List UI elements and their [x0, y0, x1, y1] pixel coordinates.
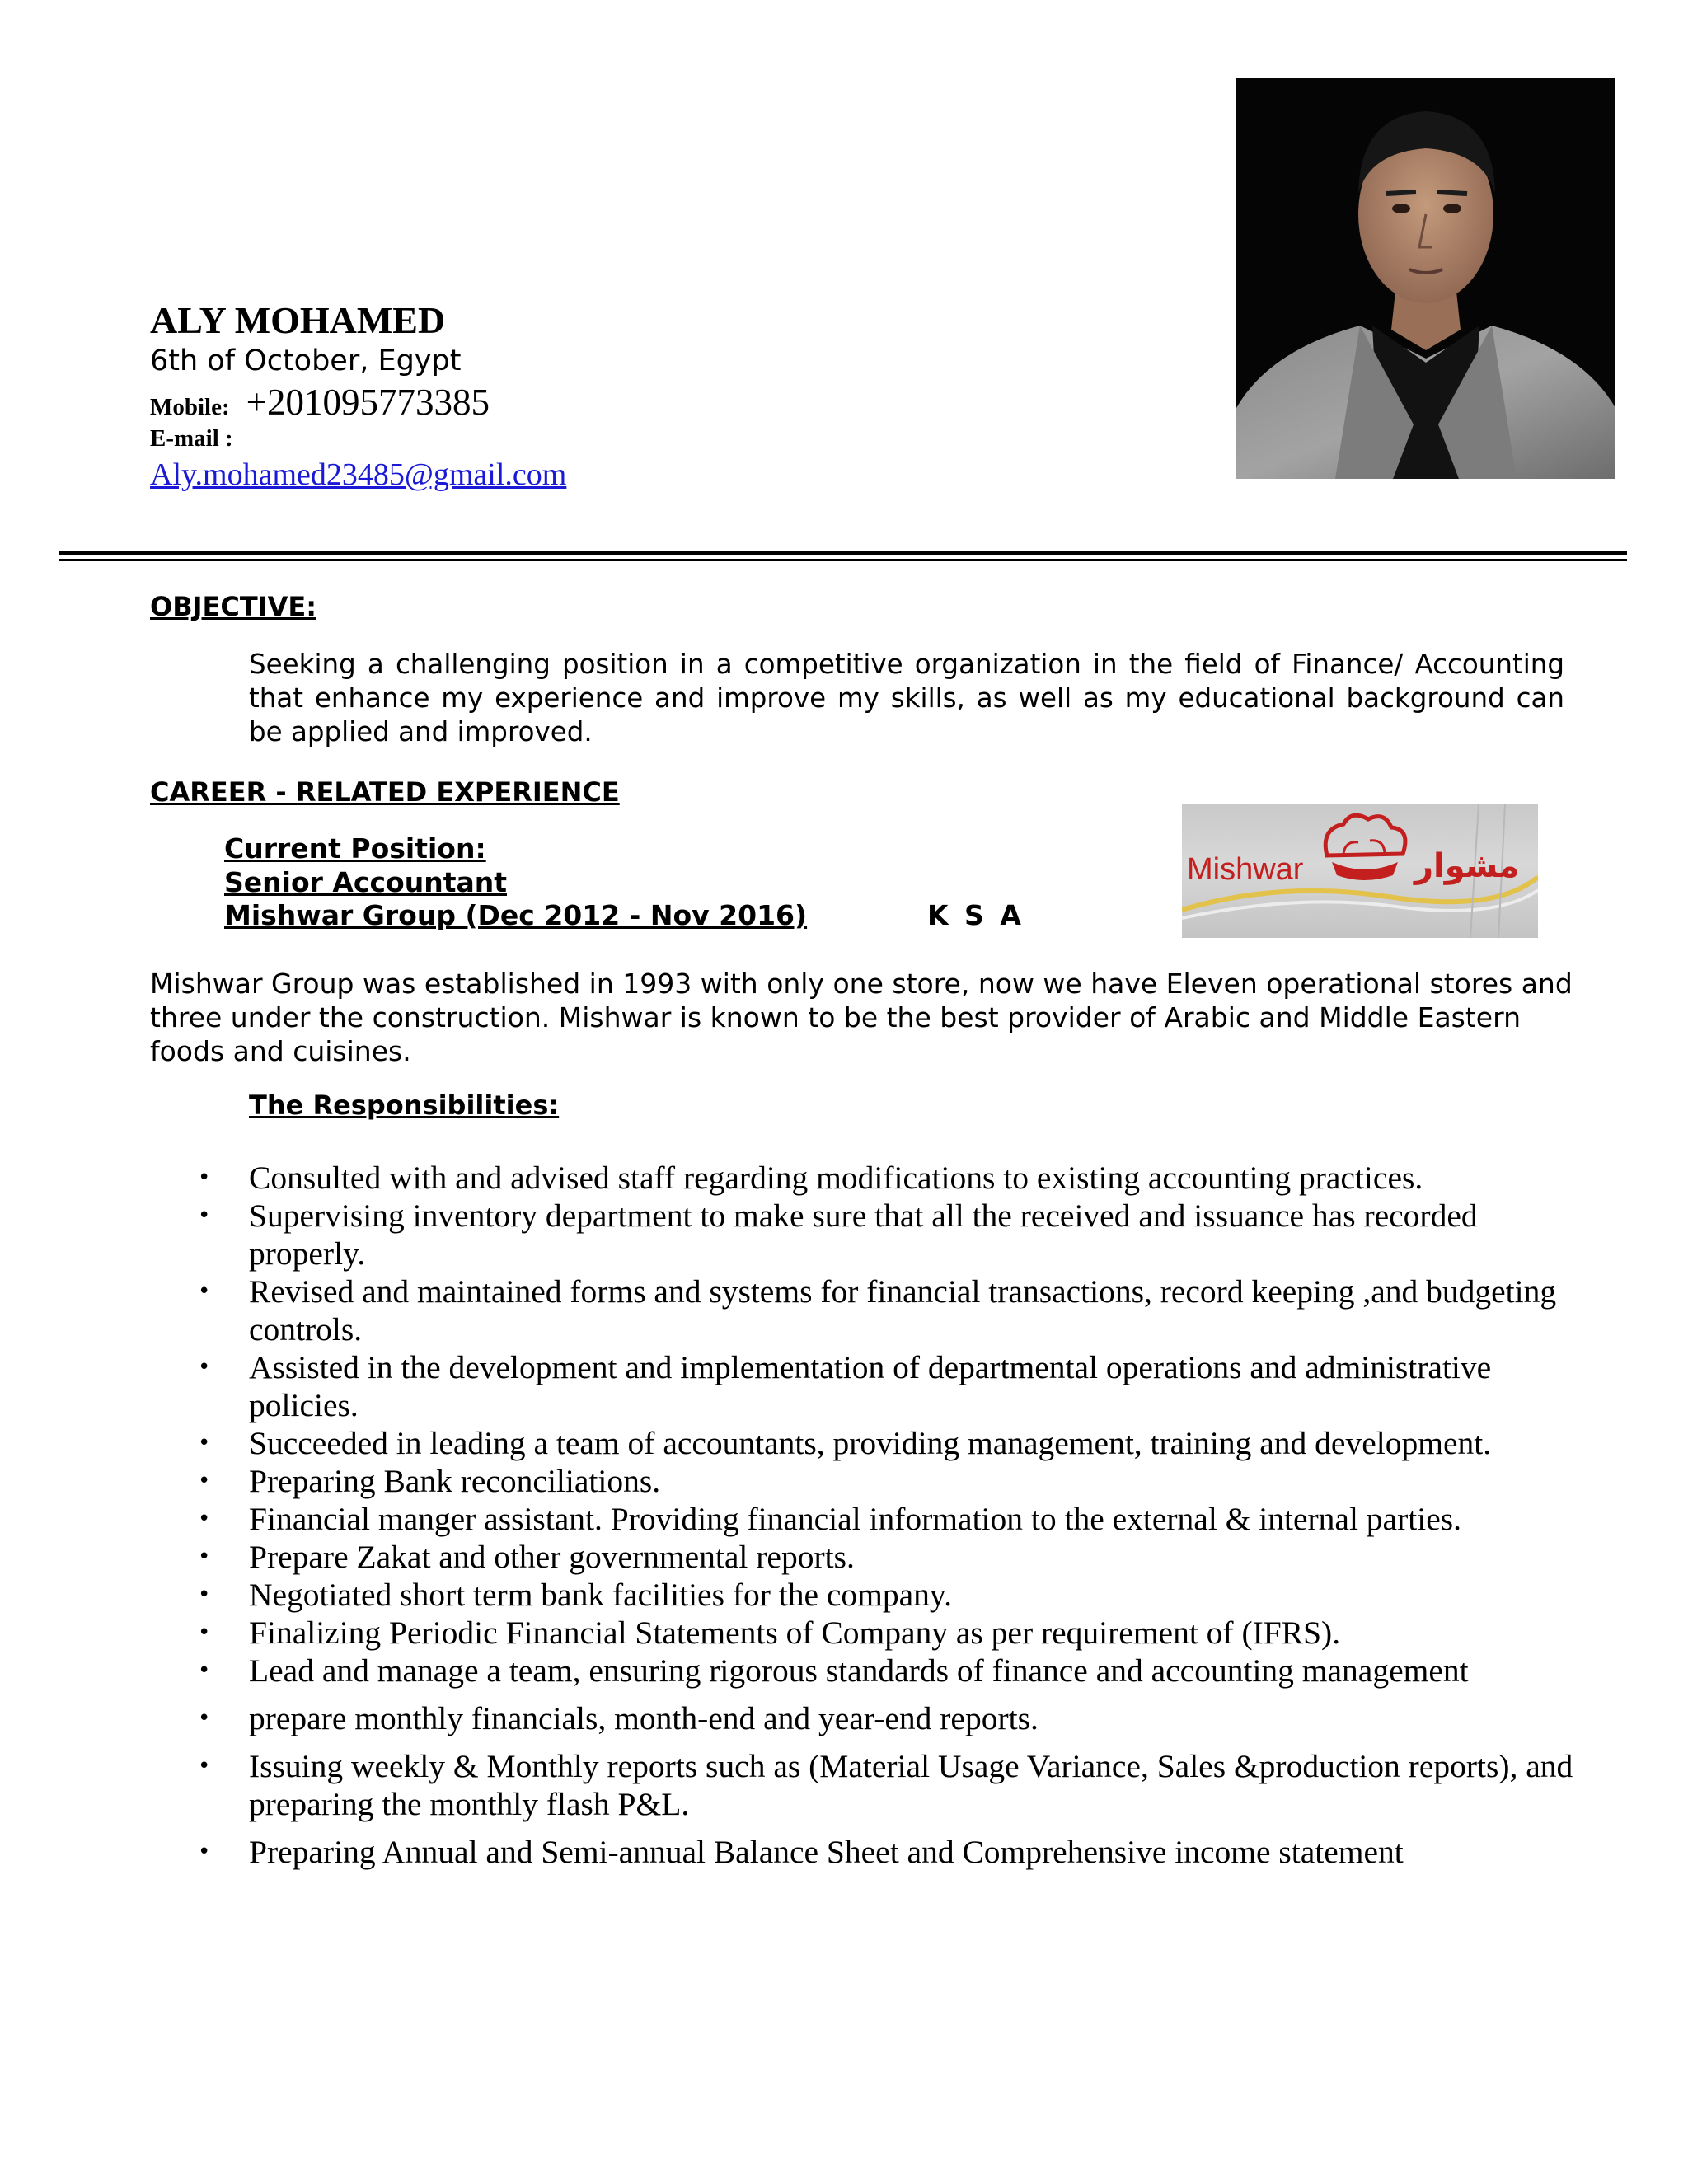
bullet-icon: •	[198, 1203, 211, 1228]
objective-heading: OBJECTIVE:	[150, 591, 316, 622]
responsibility-item	[198, 1272, 1599, 1348]
responsibility-text: Finalizing Periodic Financial Statements of Company as per requirement of (IFRS).	[249, 1615, 1341, 1651]
responsibility-item	[198, 1576, 1599, 1614]
bullet-icon: •	[198, 1279, 211, 1304]
responsibilities-list	[198, 1159, 1599, 1871]
bullet-icon: •	[198, 1706, 211, 1731]
responsibility-text: prepare monthly financials, month-end and year-end reports.	[249, 1700, 1039, 1736]
responsibility-item	[198, 1747, 1599, 1823]
mobile-number: +201095773385	[246, 382, 490, 423]
responsibility-text: Negotiated short term bank facilities for the company.	[249, 1577, 952, 1613]
divider-line	[59, 551, 1627, 555]
responsibility-text: Prepare Zakat and other governmental reports.	[249, 1539, 855, 1575]
current-position-label: Current Position:	[224, 832, 486, 865]
company-logo	[1182, 804, 1538, 938]
bullet-icon: •	[198, 1165, 211, 1190]
responsibility-item	[198, 1652, 1599, 1690]
bullet-icon: •	[198, 1507, 211, 1531]
bullet-icon: •	[198, 1620, 211, 1645]
responsibility-item	[198, 1159, 1599, 1197]
email-label: E-mail :	[150, 425, 233, 452]
responsibility-text: Succeeded in leading a team of accountants, providing management, training and development.	[249, 1425, 1492, 1461]
responsibility-text: Financial manger assistant. Providing financial information to the external & internal parties.	[249, 1501, 1461, 1537]
responsibility-item	[198, 1500, 1599, 1538]
job-location: K S A	[927, 899, 1025, 931]
responsibility-text: Consulted with and advised staff regarding modifications to existing accounting practices.	[249, 1160, 1423, 1196]
profile-photo	[1236, 78, 1615, 479]
responsibility-item	[198, 1699, 1599, 1737]
objective-text: Seeking a challenging position in a competitive organization in the field of Finance/ Accounting that enhance my experience and improve my skills, as well as my educational background can be applied and improved.	[249, 649, 1564, 748]
responsibility-item	[198, 1424, 1599, 1462]
email-link[interactable]: Aly.mohamed23485@gmail.com	[150, 457, 567, 492]
responsibility-text: Supervising inventory department to make sure that all the received and issuance has recorded properly.	[249, 1197, 1478, 1272]
portrait-illustration	[1236, 78, 1615, 479]
bullet-icon: •	[198, 1469, 211, 1493]
job-title: Senior Accountant	[224, 866, 508, 898]
experience-heading: CAREER - RELATED EXPERIENCE	[150, 776, 620, 808]
bullet-icon: •	[198, 1840, 211, 1864]
divider-line	[59, 559, 1627, 561]
company-description: Mishwar Group was established in 1993 with only one store, now we have Eleven operational stores and three under the construction. Mishwar is known to be the best provider of Arabic and Middle Eastern foods and cuisines.	[150, 968, 1573, 1067]
logo-text-arabic: مشوار	[1414, 847, 1520, 885]
bullet-icon: •	[198, 1754, 211, 1779]
address: 6th of October, Egypt	[150, 344, 462, 377]
bullet-icon: •	[198, 1658, 211, 1683]
responsibility-item	[198, 1462, 1599, 1500]
company-dates: Mishwar Group (Dec 2012 - Nov 2016)	[224, 899, 808, 931]
bullet-icon: •	[198, 1582, 211, 1607]
responsibility-text: Assisted in the development and implementation of departmental operations and administrative policies.	[249, 1349, 1492, 1423]
responsibility-item	[198, 1197, 1599, 1272]
responsibility-text: Preparing Bank reconciliations.	[249, 1463, 661, 1499]
responsibility-item	[198, 1538, 1599, 1576]
responsibility-item	[198, 1614, 1599, 1652]
responsibility-text: Issuing weekly & Monthly reports such as (Material Usage Variance, Sales &production reports), and preparing the monthly flash P&L.	[249, 1748, 1573, 1822]
candidate-name: ALY MOHAMED	[150, 299, 446, 341]
bullet-icon: •	[198, 1544, 211, 1569]
bullet-icon: •	[198, 1355, 211, 1380]
mobile-label: Mobile:	[150, 394, 230, 420]
responsibility-item	[198, 1833, 1599, 1871]
bullet-icon: •	[198, 1431, 211, 1455]
responsibility-text: Revised and maintained forms and systems for financial transactions, record keeping ,and budgeting controls.	[249, 1273, 1557, 1347]
responsibility-text: Lead and manage a team, ensuring rigorous standards of finance and accounting management	[249, 1652, 1469, 1689]
responsibilities-heading: The Responsibilities:	[249, 1090, 560, 1121]
responsibility-text: Preparing Annual and Semi-annual Balance Sheet and Comprehensive income statement	[249, 1834, 1404, 1870]
logo-text-english: Mishwar	[1187, 852, 1304, 887]
responsibility-item	[198, 1348, 1599, 1424]
